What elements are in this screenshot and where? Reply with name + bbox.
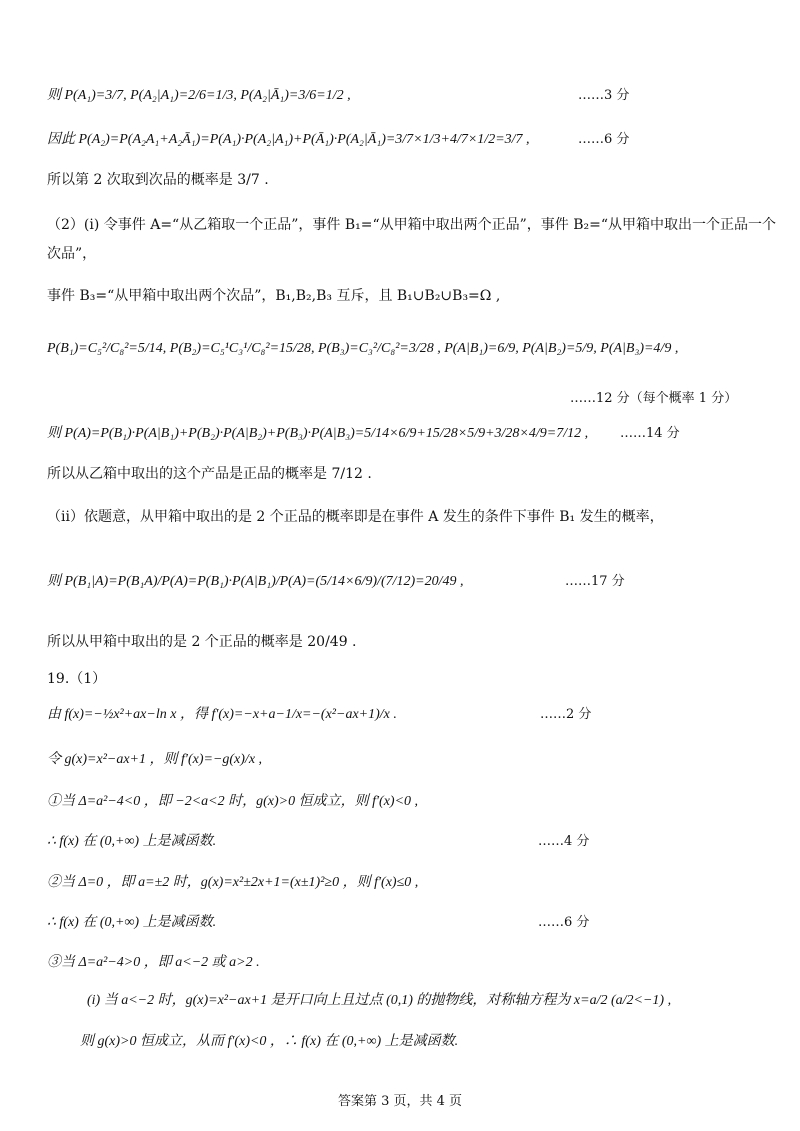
score-12: ……12 分（每个概率 1 分） — [570, 391, 738, 406]
score-6b: ……6 分 — [538, 915, 590, 930]
line-case-1-result: ∴ f(x) 在 (0,+∞) 上是减函数. — [47, 834, 217, 849]
line-part2-events: （2）(i) 令事件 A=“从乙箱取一个正品”，事件 B₁=“从甲箱中取出两个正品”，事件 B₂=“从甲箱中取出一个正品一个 — [47, 217, 776, 233]
line-event-b3: 事件 B₃=“从甲箱中取出两个次品”，B₁,B₂,B₃ 互斥，且 B₁∪B₂∪B₃=Ω , — [47, 288, 501, 304]
line-conclusion-2: 所以从乙箱中取出的这个产品是正品的概率是 7/12 . — [47, 466, 372, 482]
line-probabilities-a1: 则 P(A₁)=3/7, P(A₂|A₁)=2/6=1/3, P(A₂|Ā₁)=3/6=1/2 , — [47, 88, 351, 103]
score-14: ……14 分 — [620, 426, 680, 441]
line-case-3-i-result: 则 g(x)>0 恒成立，从而 f′(x)<0 ，∴ f(x) 在 (0,+∞) 上是减函数. — [80, 1034, 459, 1049]
line-case-2-result: ∴ f(x) 在 (0,+∞) 上是减函数. — [47, 915, 217, 930]
line-case-2: ②当 Δ=0 ，即 a=±2 时，g(x)=x²±2x+1=(x±1)²≥0 ，则 f′(x)≤0 , — [47, 875, 419, 890]
line-part2-ii: （ii）依题意，从甲箱中取出的是 2 个正品的概率即是在事件 A 发生的条件下事件 B₁ 发生的概率， — [47, 509, 664, 525]
line-total-probability-a: 则 P(A)=P(B₁)·P(A|B₁)+P(B₂)·P(A|B₂)+P(B₃)·P(A|B₃)=5/14×6/9+15/28×5/9+3/28×4/9=7/12 , — [47, 426, 589, 441]
score-4: ……4 分 — [538, 834, 590, 849]
score-17: ……17 分 — [565, 574, 625, 589]
heading-q19: 19.（1） — [47, 671, 107, 687]
line-conclusion-1: 所以第 2 次取到次品的概率是 3/7 . — [47, 172, 269, 188]
line-probabilities-b: P(B₁)=C₅²/C₈²=5/14, P(B₂)=C₅¹C₃¹/C₈²=15/28, P(B₃)=C₃²/C₈²=3/28 , P(A|B₁)=6/9, P(A|B₂)=5/9, P(A|B₃)=4/9 , — [47, 341, 679, 356]
page-footer: 答案第 3 页，共 4 页 — [337, 1094, 463, 1109]
line-define-g: 令 g(x)=x²−ax+1 ，则 f′(x)=−g(x)/x , — [47, 752, 263, 767]
score-2: ……2 分 — [540, 707, 592, 722]
score-6: ……6 分 — [578, 132, 630, 147]
line-part2-events-cont: 次品”， — [47, 246, 97, 262]
line-derivative: 由 f(x)=−½x²+ax−ln x ，得 f′(x)=−x+a−1/x=−(x²−ax+1)/x . — [47, 707, 397, 722]
score-3: ……3 分 — [578, 88, 630, 103]
line-case-3-i: (i) 当 a<−2 时，g(x)=x²−ax+1 是开口向上且过点 (0,1) 的抛物线，对称轴方程为 x=a/2 (a/2<−1) , — [87, 993, 672, 1008]
line-bayes: 则 P(B₁|A)=P(B₁A)/P(A)=P(B₁)·P(A|B₁)/P(A)=(5/14×6/9)/(7/12)=20/49 , — [47, 574, 464, 589]
line-total-probability-a2: 因此 P(A₂)=P(A₂A₁+A₂Ā₁)=P(A₁)·P(A₂|A₁)+P(Ā₁)·P(A₂|Ā₁)=3/7×1/3+4/7×1/2=3/7 , — [47, 132, 530, 147]
line-case-3: ③当 Δ=a²−4>0 ，即 a<−2 或 a>2 . — [47, 955, 260, 970]
line-conclusion-3: 所以从甲箱中取出的是 2 个正品的概率是 20/49 . — [47, 634, 357, 650]
line-case-1: ①当 Δ=a²−4<0 ，即 −2<a<2 时，g(x)>0 恒成立，则 f′(x)<0 , — [47, 794, 419, 809]
